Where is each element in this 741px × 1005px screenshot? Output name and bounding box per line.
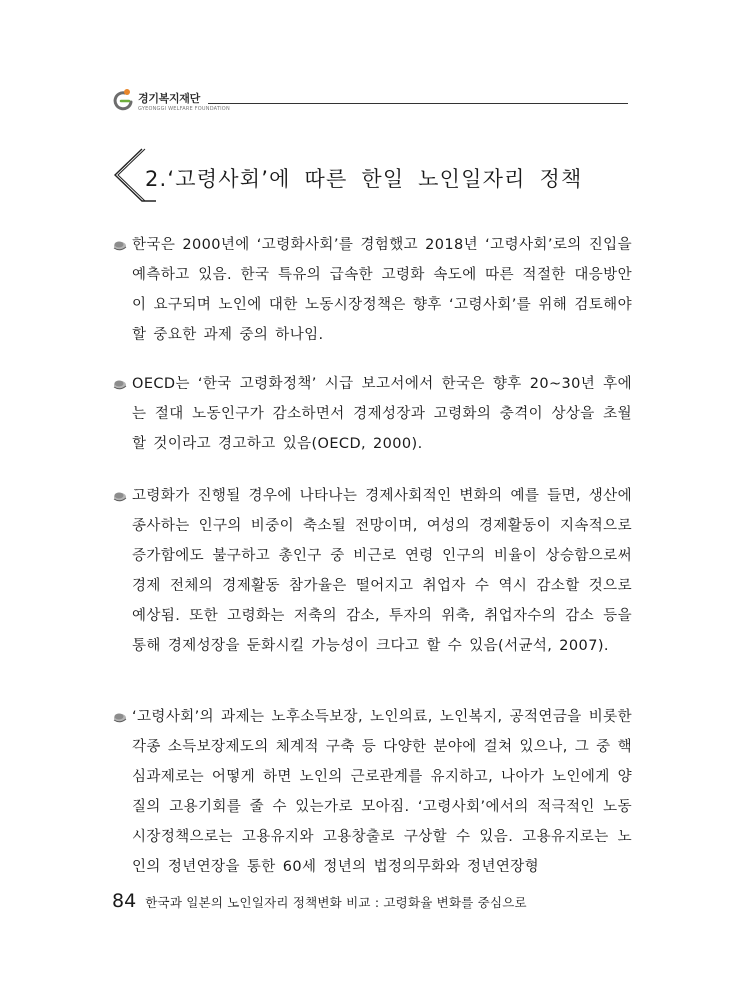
paragraph-text: 한국은 2000년에 ‘고령화사회’를 경험했고 2018년 ‘고령사회’로의 진입을 예측하고 있음. 한국 특유의 급속한 고령화 속도에 따른 적절한 대응방안이 요구되며 노인에 대한 노동시장정책은 향후 ‘고령사회’를 위해 검토해야할 중요한 과제 중의 하나임. [132,237,632,343]
foundation-logo-icon [112,88,134,112]
logo-subtitle: GYEONGGI WELFARE FOUNDATION [138,106,230,112]
bullet-icon [112,378,128,390]
page-number: 84 [112,890,137,912]
section-title: 2.‘고령사회’에 따른 한일 노인일자리 정책 [145,167,583,191]
section-heading [112,147,632,207]
bullet-paragraph [112,369,632,459]
header-divider [208,103,628,104]
logo-name: 경기복지재단 [138,92,200,105]
paragraph-text: OECD는 ‘한국 고령화정책’ 시급 보고서에서 한국은 향후 20~30년 후에는 절대 노동인구가 감소하면서 경제성장과 고령화의 충격이 상상을 초월할 것이라고 경고하고 있음(OECD, 2000). [132,376,632,452]
bullet-paragraph [112,230,632,350]
bullet-paragraph [112,481,632,661]
bullet-icon [112,239,128,251]
bullet-icon [112,490,128,502]
page-header [112,86,628,118]
paragraph-text: 고령화가 진행될 경우에 나타나는 경제사회적인 변화의 예를 들면, 생산에 종사하는 인구의 비중이 축소될 전망이며, 여성의 경제활동이 지속적으로 증가함에도 불구하고 총인구 중 비근로 연령 인구의 비율이 상승함으로써 경제 전체의 경제활동 참가율은 떨어지고 취업자 수 역시 감소할 것으로 예상됨. 또한 고령화는 저축의 감소, 투자의 위축, 취업자수의 감소 등을 통해 경제성장을 둔화시킬 가능성이 크다고 할 수 있음(서균석, 2007). [132,488,632,654]
paragraph-text: ‘고령사회’의 과제는 노후소득보장, 노인의료, 노인복지, 공적연금을 비롯한 각종 소득보장제도의 체계적 구축 등 다양한 분야에 걸쳐 있으나, 그 중 핵심과제로는 어떻게 하면 노인의 근로관계를 유지하고, 나아가 노인에게 양질의 고용기회를 줄 수 있는가로 모아짐. ‘고령사회’에서의 적극적인 노동시장정책으로는 고용유지와 고용창출로 구상할 수 있음. 고용유지로는 노인의 정년연장을 통한 60세 정년의 법정의무화와 정년연장형 [132,709,632,875]
bullet-icon [112,711,128,723]
page-footer [112,890,632,920]
bullet-paragraph [112,702,632,882]
running-title: 한국과 일본의 노인일자리 정책변화 비교 : 고령화율 변화를 중심으로 [145,895,527,910]
